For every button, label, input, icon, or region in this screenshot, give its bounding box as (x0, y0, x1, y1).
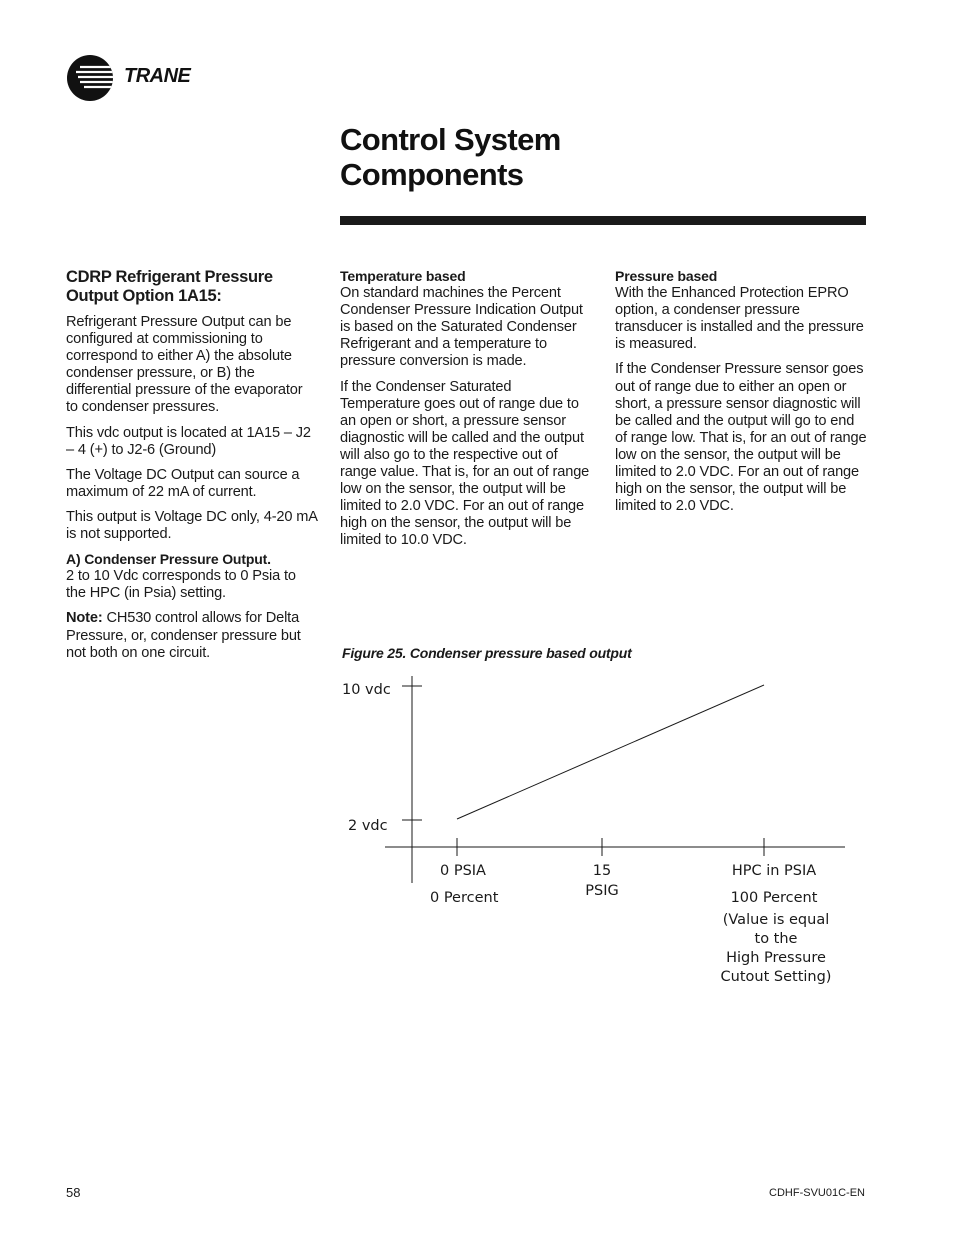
document-id: CDHF-SVU01C-EN (769, 1187, 865, 1199)
temperature-heading: Temperature based (340, 268, 466, 284)
x-sublabel-note-2: to the (754, 931, 798, 947)
page-title-line1: Control System (340, 122, 561, 157)
x-label-0psia: 0 PSIA (440, 863, 486, 879)
pressure-paragraph-1 (615, 268, 869, 353)
x-sublabel-note-3: High Pressure (726, 950, 826, 966)
x-label-hpc: HPC in PSIA (731, 863, 817, 879)
y-label-2vdc: 2 vdc (348, 818, 388, 834)
x-sublabel-0percent: 0 Percent (430, 890, 499, 906)
figure-caption: Figure 25. Condenser pressure based output (342, 645, 632, 661)
x-sublabel-note-1: (Value is equal (722, 912, 830, 928)
temperature-paragraph-1 (340, 268, 594, 371)
temperature-paragraph-2: If the Condenser Saturated Temperature goes out of range due to an open or short, a pressure sensor diagnostic will be called and the output will also go to the respective out of range value. That is, for an out of range low on the sensor, the output will be limited to 2.0 VDC. For an out of range high on the sensor, the output will be limited to 10.0 VDC. (340, 378, 590, 549)
x-label-psig: PSIG (585, 883, 619, 899)
cdrp-paragraph-5 (66, 551, 318, 602)
output-line (457, 685, 764, 819)
cdrp-paragraph-2: This vdc output is located at 1A15 – J2 – 4 (+) to J2-6 (Ground) (66, 424, 311, 458)
x-sublabel-100percent: 100 Percent (730, 890, 818, 906)
condenser-pressure-diagram (330, 668, 870, 998)
page-title-line2: Components (340, 157, 524, 192)
cdrp-note (66, 610, 318, 661)
pressure-paragraph-2: If the Condenser Pressure sensor goes out of range due to either an open or short, a pressure sensor diagnostic will be called and the output will go to end of range low. That is, for an out of range low on the sensor, the output will be limited to 2.0 VDC. For an out of range high on the sensor, the output will be limited to 2.0 VDC. (615, 361, 867, 515)
cdrp-paragraph-4: This output is Voltage DC only, 4-20 mA is not supported. (66, 508, 318, 543)
title-divider (340, 216, 866, 225)
trane-logo-mark (66, 54, 216, 102)
pressure-heading: Pressure based (615, 268, 718, 284)
column-pressure-based (615, 268, 869, 523)
page-number: 58 (66, 1185, 81, 1200)
x-sublabel-note-4: Cutout Setting) (720, 969, 832, 985)
condenser-pressure-figure (330, 668, 870, 998)
brand-name: TRANE (124, 65, 191, 87)
temperature-body-1: On standard machines the Percent Condenser Pressure Indication Output is based on the Saturated Condenser Refrigerant and a temperature to pressure conversion is made. (340, 285, 583, 370)
pressure-body-1: With the Enhanced Protection EPRO option, a condenser pressure transducer is installed and the pressure is measured. (615, 285, 864, 353)
y-label-10vdc: 10 vdc (342, 682, 391, 698)
cdrp-paragraph-1: Refrigerant Pressure Output can be configured at commissioning to correspond to either A) the absolute condenser pressure, or B) the differential pressure of the evaporator to condenser pressures. (66, 314, 303, 416)
x-label-15: 15 (592, 863, 612, 879)
note-body: CH530 control allows for Delta Pressure, or, condenser pressure but not both on one circuit. (66, 610, 301, 661)
cdrp-paragraph-3: The Voltage DC Output can source a maximum of 22 mA of current. (66, 466, 300, 500)
page-title (340, 122, 860, 192)
column-temperature-based (340, 268, 594, 558)
column-cdrp (66, 268, 318, 670)
condenser-output-subheading: A) Condenser Pressure Output. (66, 551, 271, 568)
cdrp-heading: CDRP Refrigerant Pressure Output Option 1A15: (66, 268, 273, 305)
condenser-output-body: 2 to 10 Vdc corresponds to 0 Psia to the HPC (in Psia) setting. (66, 568, 296, 602)
trane-logo (66, 54, 216, 102)
note-label: Note: (66, 610, 103, 627)
